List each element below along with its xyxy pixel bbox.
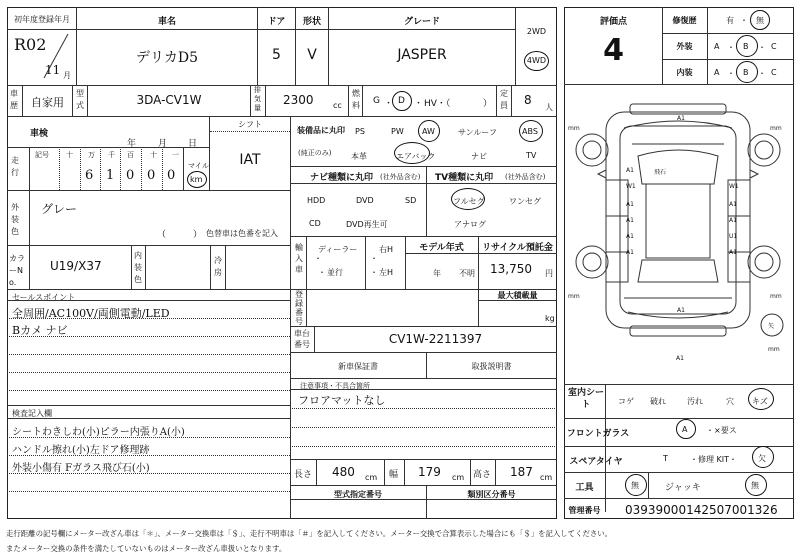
score-value: 4 bbox=[603, 33, 624, 68]
first-registration-label: 初年度登録年月 bbox=[14, 15, 70, 24]
door-count: 5 bbox=[272, 47, 281, 63]
nav-dvd: DVD bbox=[356, 196, 374, 205]
shape-value: V bbox=[307, 47, 317, 63]
mark-right-front-door: W1 bbox=[729, 183, 739, 190]
mark-right-rear-door: U1 bbox=[729, 233, 738, 240]
owner-manual: 取扱説明書 bbox=[471, 362, 512, 371]
fuel-diesel: D bbox=[398, 96, 405, 106]
inspector-note-2: ハンドル擦れ(小)左ドア修理跡 bbox=[12, 445, 150, 456]
mile-label: マイル bbox=[188, 162, 209, 170]
mileage-digit-5: 0 bbox=[167, 168, 176, 183]
drive-2wd: 2WD bbox=[526, 27, 547, 36]
first-registration-year: R02 bbox=[14, 35, 47, 54]
exterior-color-value: グレー bbox=[41, 202, 78, 216]
sheet-tear: 破れ bbox=[650, 397, 666, 406]
chassis-number: CV1W-2211397 bbox=[388, 332, 483, 346]
height-value: 187 bbox=[510, 465, 533, 479]
shape-label: 形状 bbox=[302, 17, 321, 27]
model-name-label: 車名 bbox=[157, 17, 176, 27]
equipment-sub: (純正のみ) bbox=[298, 149, 332, 157]
mark-left-quarter: A1 bbox=[626, 249, 634, 256]
tv-analog: アナログ bbox=[454, 220, 486, 229]
nav-type-label: ナビ種類に丸印 bbox=[310, 173, 374, 183]
tools-label: 工具 bbox=[575, 483, 594, 493]
import-right-hand: 右H bbox=[379, 245, 394, 254]
shaken-day-unit: 日 bbox=[188, 139, 198, 149]
repair-history-label: 修復歴 bbox=[672, 16, 697, 25]
repair-yes: 有 bbox=[726, 16, 734, 25]
int-grade-a: A bbox=[714, 68, 720, 77]
length-value: 480 bbox=[332, 465, 355, 479]
length-label: 長さ bbox=[294, 470, 313, 480]
model-year-unit: 年 bbox=[433, 269, 441, 278]
recycle-label: リサイクル預託金 bbox=[482, 243, 553, 253]
mark-windshield-chip: 飛石 bbox=[654, 169, 667, 176]
capacity-label: 定員 bbox=[500, 89, 508, 110]
equip-tv: TV bbox=[526, 151, 537, 160]
tv-fullseg: フルセグ bbox=[453, 197, 485, 206]
digit-label-man: 万 bbox=[88, 151, 95, 159]
mark-rear-bumper: A1 bbox=[677, 307, 685, 314]
shaken-month-unit: 月 bbox=[158, 139, 168, 149]
displacement-label: 排気量 bbox=[254, 86, 261, 112]
import-label: 輸入車 bbox=[295, 243, 303, 274]
import-left-hand: 左H bbox=[379, 268, 394, 277]
spare-t: T bbox=[663, 454, 668, 463]
door-label: ドア bbox=[267, 17, 286, 27]
nav-hdd: HDD bbox=[307, 196, 326, 205]
interior-sheet-label: 室内シート bbox=[567, 388, 604, 410]
color-change-note: 色替車は色番を記入 bbox=[206, 229, 278, 238]
equip-airbag: エアバック bbox=[396, 152, 436, 161]
jack-label: ジャッキ bbox=[665, 483, 701, 493]
interior-color-label: 内装色 bbox=[134, 251, 142, 284]
footer-note-2: またメーター交換の条件を満たしていないものはメーター改ざん車扱いとなります。 bbox=[6, 544, 287, 553]
exterior-grade-label: 外装 bbox=[676, 42, 693, 51]
inspector-note-1: シートわきしわ(小)ピラー内張りA(小) bbox=[12, 427, 185, 438]
interior-grade-label: 内装 bbox=[676, 68, 693, 77]
sheet-burn: コゲ bbox=[618, 397, 634, 406]
mileage-label: 走行 bbox=[11, 156, 19, 177]
mark-front-bumper: A1 bbox=[677, 115, 685, 122]
tools-none: 無 bbox=[631, 481, 639, 490]
jack-none: 無 bbox=[751, 481, 759, 490]
model-year-unknown: 不明 bbox=[459, 269, 475, 278]
equip-navi: ナビ bbox=[471, 152, 487, 161]
category-label: 類別区分番号 bbox=[467, 490, 516, 499]
equip-aw: AW bbox=[422, 127, 435, 136]
mileage-digit-2: 1 bbox=[106, 168, 115, 183]
notes-label: 注意事項・不具合箇所 bbox=[300, 382, 370, 390]
color-no-label: カラーNo. bbox=[9, 254, 25, 287]
height-unit: cm bbox=[540, 473, 553, 482]
mark-left-front-door-2: A1 bbox=[626, 201, 634, 208]
mark-left-front-door: W1 bbox=[626, 183, 636, 190]
int-grade-b: B bbox=[743, 68, 749, 77]
capacity-value: 8 bbox=[524, 93, 532, 107]
digit-label-ichi: 一 bbox=[172, 151, 179, 159]
nav-cd: CD bbox=[309, 219, 321, 228]
management-number: 03939000142507001326 bbox=[625, 503, 778, 517]
mileage-digit-4: 0 bbox=[147, 168, 156, 183]
displacement-unit: cc bbox=[333, 101, 342, 110]
paren-close: ） bbox=[193, 230, 203, 240]
length-unit: cm bbox=[365, 473, 378, 482]
mm-3: mm bbox=[568, 293, 580, 300]
model-type-label: 型式 bbox=[76, 89, 84, 110]
recycle-value: 13,750 bbox=[490, 262, 532, 276]
sales-point-label: セールスポイント bbox=[12, 293, 76, 302]
usage-label: 車歴 bbox=[10, 89, 18, 110]
tv-type-label: TV種類に丸印 bbox=[435, 173, 494, 183]
fuel-hybrid: HV・（ bbox=[424, 99, 451, 109]
inspector-note-3: 外装小傷有 Fガラス飛び石(小) bbox=[12, 463, 150, 474]
width-label: 幅 bbox=[389, 470, 399, 480]
footer-note-1: 走行距離の記号欄にメーター改ざん車は「＊」、メーター交換車は「＄」、走行不明車は「＃」を記入してください。メーター交換で合算表示した場合にも「＄」を記入してください。 bbox=[6, 529, 613, 538]
sales-point-line-2: Bカメ ナビ bbox=[12, 324, 68, 337]
import-parallel: 並行 bbox=[327, 268, 343, 277]
mm-2: mm bbox=[770, 125, 782, 132]
score-label: 評価点 bbox=[599, 17, 627, 27]
repair-sep: ・ bbox=[740, 16, 748, 25]
spare-none: 欠 bbox=[758, 454, 766, 463]
model-year-label: モデル年式 bbox=[419, 243, 464, 253]
sales-point-line-1: 全周囲/AC100V/両側電動/LED bbox=[12, 307, 170, 320]
equip-sunroof: サンルーフ bbox=[458, 128, 497, 137]
width-unit: cm bbox=[452, 473, 465, 482]
shift-value: IAT bbox=[239, 152, 261, 168]
inspector-notes-label: 検査記入欄 bbox=[12, 409, 52, 418]
first-registration-month: 11 bbox=[45, 63, 61, 77]
ext-grade-a: A bbox=[714, 42, 720, 51]
windshield-label: フロントガラス bbox=[566, 429, 630, 439]
equipment-label: 装備品に丸印 bbox=[297, 126, 345, 135]
mm-5: mm bbox=[768, 346, 780, 353]
sheet-hole: 穴 bbox=[726, 397, 734, 406]
equip-abs: ABS bbox=[522, 127, 538, 136]
shift-label: シフト bbox=[238, 120, 262, 129]
int-grade-c: C bbox=[771, 68, 777, 77]
equip-pw: PW bbox=[391, 127, 404, 136]
spare-mark: 矢 bbox=[768, 323, 775, 330]
paren-open: （ bbox=[157, 230, 167, 240]
aircon-label: 冷房 bbox=[214, 256, 222, 277]
sheet-stain: 汚れ bbox=[687, 397, 703, 406]
import-dealer: ディーラー bbox=[318, 245, 358, 254]
grade-value: JASPER bbox=[397, 47, 447, 63]
usage-value: 自家用 bbox=[31, 96, 64, 109]
digit-label-ten-man: 十 bbox=[66, 151, 73, 159]
shaken-year-unit: 年 bbox=[127, 139, 137, 149]
equip-leather: 本革 bbox=[351, 152, 367, 161]
nav-dvd-play: DVD再生可 bbox=[346, 220, 388, 229]
mark-right-door: A1 bbox=[729, 217, 737, 224]
mark-right-fender: A1 bbox=[729, 201, 737, 208]
mileage-digit-3: 0 bbox=[126, 168, 135, 183]
chassis-label: 車台番号 bbox=[294, 329, 310, 349]
mark-rear-lower: A1 bbox=[676, 355, 684, 362]
month-suffix: 月 bbox=[63, 71, 71, 80]
management-label: 管理番号 bbox=[568, 506, 601, 515]
mileage-digit-1: 6 bbox=[85, 168, 94, 183]
nav-sd: SD bbox=[405, 196, 417, 205]
mileage-code-label: 記号 bbox=[35, 151, 49, 159]
registration-label: 登録番号 bbox=[295, 290, 303, 326]
mark-left-rear-door: A1 bbox=[626, 217, 634, 224]
notes-text: フロアマットなし bbox=[298, 394, 386, 407]
model-code: 3DA-CV1W bbox=[136, 93, 202, 107]
digit-label-sen: 千 bbox=[108, 151, 115, 159]
max-load-unit: kg bbox=[545, 314, 555, 323]
tv-oneseg: ワンセグ bbox=[509, 197, 541, 206]
km-label: km bbox=[190, 175, 203, 184]
color-no-value: U19/X37 bbox=[50, 259, 102, 273]
ext-grade-c: C bbox=[771, 42, 777, 51]
grade-label: グレード bbox=[403, 17, 440, 27]
mark-left-rear-door-2: A1 bbox=[626, 233, 634, 240]
drive-4wd: 4WD bbox=[526, 56, 547, 65]
width-value: 179 bbox=[418, 465, 441, 479]
fuel-label: 燃料 bbox=[352, 89, 360, 110]
mm-4: mm bbox=[770, 293, 782, 300]
fuel-close: ） bbox=[483, 99, 493, 109]
nav-type-sub: (社外品含む) bbox=[380, 173, 421, 181]
shaken-label: 車検 bbox=[30, 129, 49, 139]
displacement-value: 2300 bbox=[283, 93, 314, 107]
exterior-color-label: 外装色 bbox=[11, 203, 19, 236]
height-label: 高さ bbox=[473, 470, 492, 480]
mm-1: mm bbox=[568, 125, 580, 132]
ext-grade-b: B bbox=[743, 42, 749, 51]
max-load-label: 最大積載量 bbox=[497, 291, 538, 300]
sheet-scratch: キズ bbox=[752, 397, 768, 406]
repair-none: 無 bbox=[756, 16, 764, 25]
model-designation-label: 型式指定番号 bbox=[334, 490, 382, 499]
recycle-yen: 円 bbox=[545, 269, 553, 278]
tv-type-sub: (社外品含む) bbox=[505, 173, 546, 181]
new-car-warranty: 新車保証書 bbox=[338, 362, 378, 371]
spare-tire-label: スペアタイヤ bbox=[569, 457, 623, 467]
capacity-unit: 人 bbox=[545, 103, 553, 112]
windshield-a: A bbox=[682, 425, 688, 434]
spare-repair-kit: ・修理 KIT・ bbox=[690, 455, 738, 464]
windshield-x: ・×要ス bbox=[706, 426, 737, 435]
digit-label-hyaku: 百 bbox=[127, 151, 134, 159]
model-name: デリカD5 bbox=[136, 50, 198, 66]
fuel-gasoline: G bbox=[373, 96, 380, 106]
car-damage-diagram bbox=[564, 84, 794, 384]
mark-right-quarter: A1 bbox=[729, 249, 737, 256]
digit-label-juu: 十 bbox=[150, 151, 157, 159]
equip-ps: PS bbox=[355, 127, 365, 136]
mark-left-fender: A1 bbox=[626, 167, 634, 174]
